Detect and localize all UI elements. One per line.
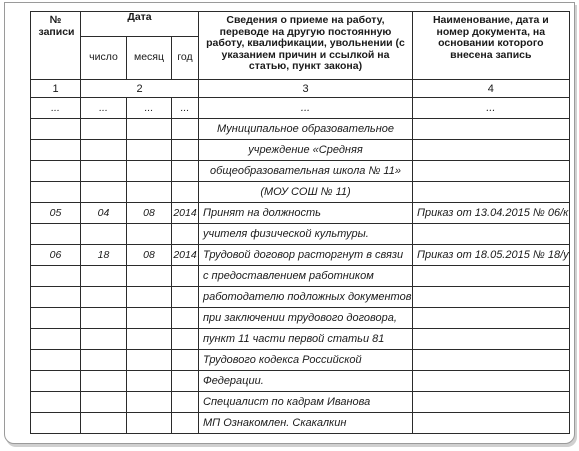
info-cell: учителя физической культуры. [199,224,413,245]
year-cell [172,371,199,392]
record-number-cell [31,371,81,392]
info-cell: Федерации. [199,371,413,392]
document-cell [413,350,570,371]
day-cell [81,266,127,287]
month-cell [127,371,172,392]
record-number-cell: 06 [31,245,81,266]
info-cell: Принят на должность [199,203,413,224]
record-number-cell: ... [31,98,81,119]
year-cell [172,308,199,329]
year-cell [172,329,199,350]
info-cell: общеобразовательная школа № 11» [199,161,413,182]
table-row [31,392,570,413]
table-row [31,245,570,266]
day-cell [81,287,127,308]
month-cell [127,287,172,308]
month-cell [127,224,172,245]
month-cell [127,308,172,329]
record-number-cell [31,182,81,203]
year-cell [172,224,199,245]
column-number: 4 [413,80,570,98]
day-cell [81,329,127,350]
info-cell: ... [199,98,413,119]
day-cell [81,392,127,413]
info-cell: МП Ознакомлен. Скакалкин [199,413,413,434]
year-cell [172,182,199,203]
record-number-cell: 05 [31,203,81,224]
table-row [31,161,570,182]
day-cell [81,140,127,161]
year-cell: 2014 [172,203,199,224]
document-sheet [4,2,575,444]
info-cell: Муниципальное образовательное [199,119,413,140]
header-date: Дата [81,12,199,37]
info-cell: пункт 11 части первой статьи 81 [199,329,413,350]
table-row [31,203,570,224]
column-number-row [31,80,570,98]
month-cell [127,161,172,182]
day-cell [81,371,127,392]
day-cell [81,119,127,140]
info-cell: учреждение «Средняя [199,140,413,161]
table-row [31,224,570,245]
document-cell: Приказ от 18.05.2015 № 18/у [413,245,570,266]
day-cell: 18 [81,245,127,266]
record-number-cell [31,287,81,308]
year-cell [172,119,199,140]
info-cell: работодателю подложных документов [199,287,413,308]
document-cell [413,308,570,329]
month-cell [127,182,172,203]
record-number-cell [31,350,81,371]
year-cell [172,161,199,182]
document-cell: Приказ от 13.04.2015 № 06/к [413,203,570,224]
document-cell [413,329,570,350]
table-row [31,350,570,371]
year-cell: 2014 [172,245,199,266]
day-cell [81,413,127,434]
header-month: месяц [127,37,172,80]
record-number-cell [31,329,81,350]
year-cell [172,413,199,434]
document-cell [413,287,570,308]
month-cell [127,140,172,161]
record-number-cell [31,224,81,245]
table-row [31,119,570,140]
header-info: Сведения о приеме на работу, переводе на другую постоянную работу, квалификации, увольнении (с указанием причин и ссылкой на статью, пункт закона) [199,12,413,80]
document-cell [413,119,570,140]
document-cell [413,161,570,182]
year-cell [172,266,199,287]
month-cell: ... [127,98,172,119]
header-document: Наименование, дата и номер документа, на основании которого внесена запись [413,12,570,80]
year-cell [172,140,199,161]
info-cell: с предоставлением работником [199,266,413,287]
record-number-cell [31,266,81,287]
day-cell [81,161,127,182]
info-cell: при заключении трудового договора, [199,308,413,329]
table-row [31,413,570,434]
column-number: 1 [31,80,81,98]
month-cell: 08 [127,203,172,224]
table-row [31,329,570,350]
document-cell: ... [413,98,570,119]
record-number-cell [31,392,81,413]
month-cell [127,413,172,434]
header-year: год [172,37,199,80]
year-cell [172,287,199,308]
document-cell [413,413,570,434]
info-cell: Трудовой договор расторгнут в связи [199,245,413,266]
month-cell: 08 [127,245,172,266]
work-record-table [30,11,570,434]
record-number-cell [31,308,81,329]
month-cell [127,266,172,287]
day-cell [81,350,127,371]
year-cell [172,392,199,413]
month-cell [127,350,172,371]
info-cell: Специалист по кадрам Иванова [199,392,413,413]
table-row [31,98,570,119]
month-cell [127,119,172,140]
info-cell: (МОУ СОШ № 11) [199,182,413,203]
header-day: число [81,37,127,80]
document-cell [413,224,570,245]
day-cell [81,182,127,203]
day-cell: 04 [81,203,127,224]
table-row [31,371,570,392]
day-cell [81,224,127,245]
record-number-cell [31,161,81,182]
header-record-number: № записи [31,12,81,80]
table-row [31,140,570,161]
record-number-cell [31,413,81,434]
document-cell [413,266,570,287]
column-number: 2 [81,80,199,98]
document-cell [413,140,570,161]
month-cell [127,392,172,413]
table-row [31,308,570,329]
column-number: 3 [199,80,413,98]
record-number-cell [31,119,81,140]
year-cell [172,350,199,371]
document-cell [413,371,570,392]
day-cell [81,308,127,329]
document-cell [413,392,570,413]
table-row [31,182,570,203]
record-number-cell [31,140,81,161]
year-cell: ... [172,98,199,119]
info-cell: Трудового кодекса Российской [199,350,413,371]
table-row [31,266,570,287]
document-cell [413,182,570,203]
table-row [31,287,570,308]
day-cell: ... [81,98,127,119]
month-cell [127,329,172,350]
